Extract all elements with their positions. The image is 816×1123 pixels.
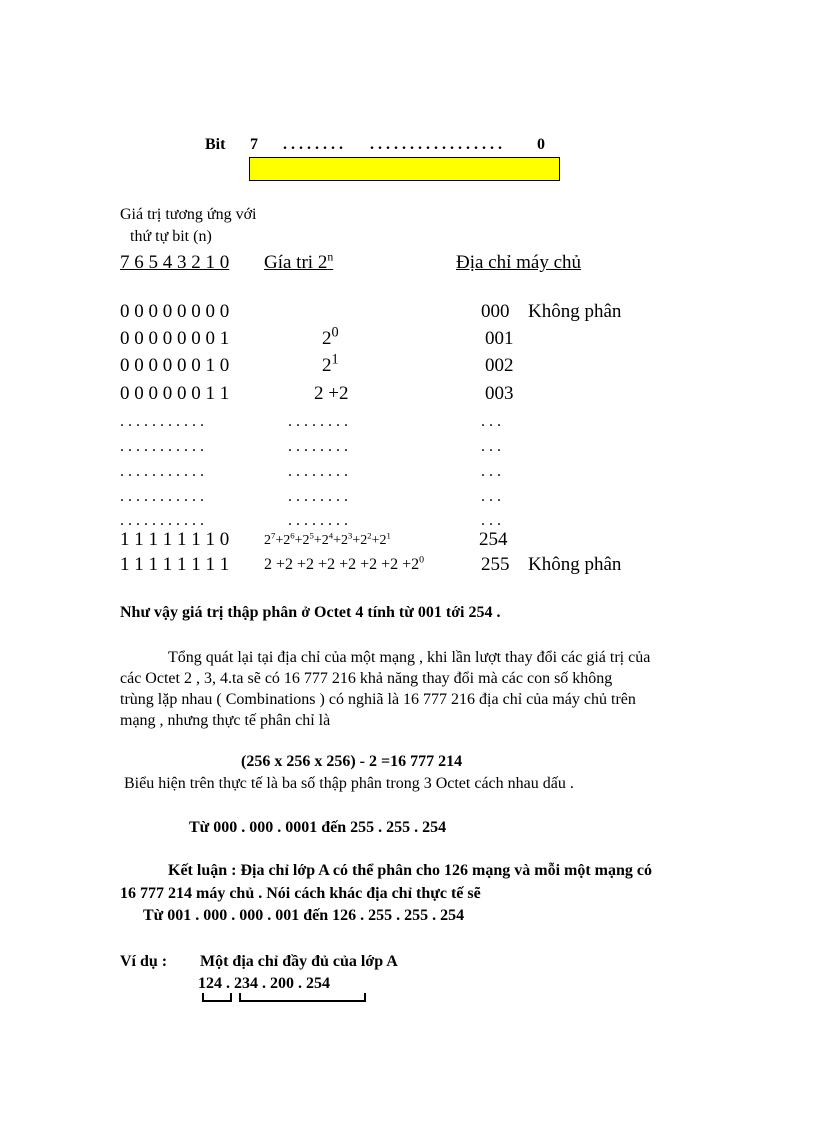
range-line: Từ 000 . 000 . 0001 đến 255 . 255 . 254 <box>189 819 447 836</box>
dots-bits: . . . . . . . . . . . <box>120 463 204 480</box>
intro-line-1: Giá trị tương ứng với <box>120 206 257 223</box>
summary-line: Như vậy giá trị thập phân ở Octet 4 tính từ 001 tới 254 . <box>120 604 501 621</box>
row-host: 001 <box>485 328 514 349</box>
host-part-bracket <box>239 993 366 1002</box>
bit-label: Bit <box>205 136 226 153</box>
bit-high-index: 7 <box>250 136 258 153</box>
row-host: 003 <box>485 383 514 404</box>
example-title: Một địa chỉ đầy đủ của lớp A <box>200 953 398 970</box>
dots-value: . . . . . . . . <box>288 463 348 480</box>
dots-host: . . . <box>481 512 501 529</box>
formula: (256 x 256 x 256) - 2 =16 777 214 <box>241 753 463 770</box>
paragraph-line: Tổng quát lại tại địa chỉ của một mạng , khi lần lượt thay đổi các giá trị của <box>168 649 651 666</box>
octet-bit-bar <box>249 157 560 181</box>
dots-value: . . . . . . . . <box>288 488 348 505</box>
row-bits: 0 0 0 0 0 0 1 0 <box>120 355 230 376</box>
dots-host: . . . <box>481 438 501 455</box>
dots-bits: . . . . . . . . . . . <box>120 413 204 430</box>
intro-line-2: thứ tự bit (n) <box>130 228 212 245</box>
expression-line: Biểu hiện trên thực tế là ba số thập phân trong 3 Octet cách nhau dấu . <box>124 775 574 792</box>
dots-bits: . . . . . . . . . . . <box>120 438 204 455</box>
row-value: $2^1$ <box>322 351 339 376</box>
paragraph-line: trùng lặp nhau ( Combinations ) có nghiã là 16 777 216 địa chỉ của máy chủ trên <box>120 691 636 708</box>
row-bits: 0 0 0 0 0 0 0 1 <box>120 328 230 349</box>
bit-dots-b: . . . . . . . . . . . . . . . . . <box>370 136 502 153</box>
row-value: $2^0$ <box>322 324 339 349</box>
row-bits: 1 1 1 1 1 1 1 0 <box>120 529 230 550</box>
bit-low-index: 0 <box>537 136 545 153</box>
dots-bits: . . . . . . . . . . . <box>120 512 204 529</box>
example-address: 124 . 234 . 200 . 254 <box>198 975 330 992</box>
dots-host: . . . <box>481 488 501 505</box>
row-host: 254 <box>479 529 508 550</box>
row-bits: 1 1 1 1 1 1 1 1 <box>120 554 230 575</box>
header-value: Gía tri 2$^n$ <box>264 250 334 273</box>
dots-value: . . . . . . . . <box>288 438 348 455</box>
row-host: 255 <box>481 554 510 575</box>
row-note: Không phân <box>528 554 622 575</box>
dots-value: . . . . . . . . <box>288 413 348 430</box>
row-value: 2 +2 <box>314 383 349 404</box>
paragraph-line: các Octet 2 , 3, 4.ta sẽ có 16 777 216 khả năng thay đổi mà các con số không <box>120 670 613 687</box>
conclusion-line: 16 777 214 máy chủ . Nói cách khác địa chỉ thực tế sẽ <box>120 885 481 902</box>
paragraph-line: mạng , nhưng thực tế phân chỉ là <box>120 712 331 729</box>
row-value-power-sum: $2^7+2^6+2^5+2^4+2^3+2^2+2^1$ <box>264 530 391 548</box>
row-value-sum: $2 +2 +2 +2 +2 +2 +2 +2^0$ <box>264 554 425 573</box>
example-label: Ví dụ : <box>120 953 168 970</box>
row-bits: 0 0 0 0 0 0 1 1 <box>120 383 230 404</box>
dots-bits: . . . . . . . . . . . <box>120 488 204 505</box>
dots-host: . . . <box>481 413 501 430</box>
dots-host: . . . <box>481 463 501 480</box>
bit-dots-a: . . . . . . . . <box>283 136 343 153</box>
row-bits: 0 0 0 0 0 0 0 0 <box>120 301 230 322</box>
conclusion-line: Từ 001 . 000 . 000 . 001 đến 126 . 255 . 255 . 254 <box>143 907 465 924</box>
network-part-bracket <box>202 993 232 1002</box>
row-note: Không phân <box>528 301 622 322</box>
dots-value: . . . . . . . . <box>288 512 348 529</box>
conclusion-line: Kết luận : Địa chỉ lớp A có thể phân cho 126 mạng và mỗi một mạng có <box>168 862 652 879</box>
header-host-address: Địa chỉ máy chủ <box>456 252 582 273</box>
row-host: 002 <box>485 355 514 376</box>
row-host: 000 <box>481 301 510 322</box>
header-bits: 7 6 5 4 3 2 1 0 <box>120 252 230 273</box>
